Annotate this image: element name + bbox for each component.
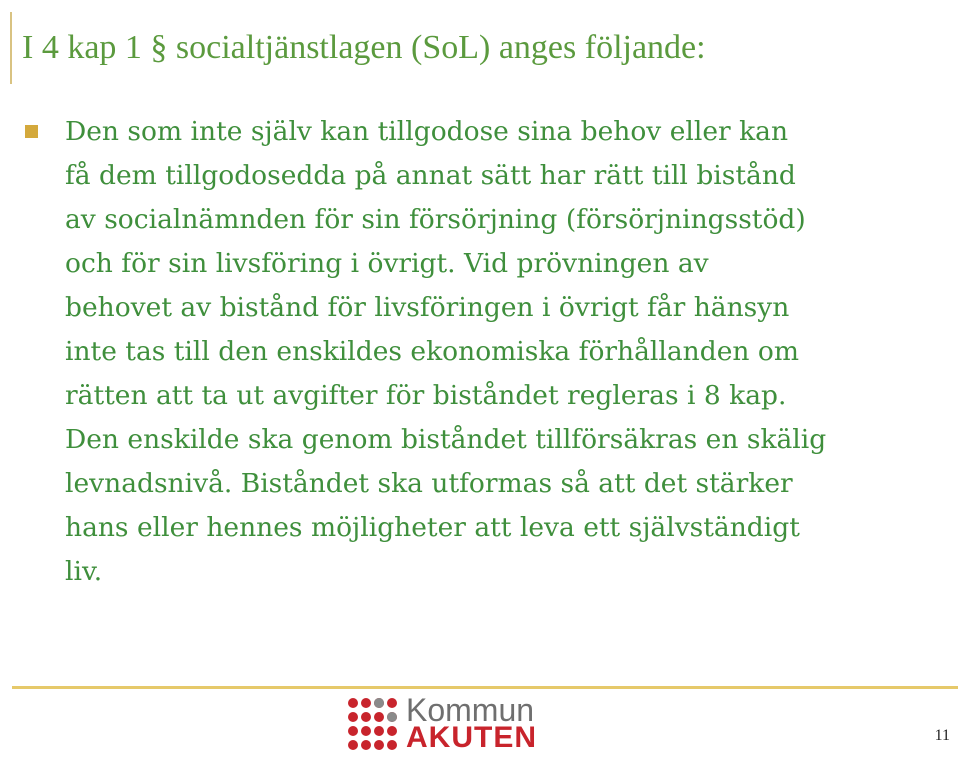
logo-dot-grid-icon xyxy=(346,697,402,753)
bullet-text xyxy=(65,110,955,594)
bullet-line: Den som inte själv kan tillgodose sina behov eller kan xyxy=(65,116,789,147)
square-bullet-icon xyxy=(25,125,38,138)
bullet-line: och för sin livsföring i övrigt. Vid prövningen av xyxy=(65,248,709,279)
page-number: 11 xyxy=(934,727,950,744)
bullet-line: få dem tillgodosedda på annat sätt har rätt till bistånd xyxy=(65,160,796,191)
logo-word-akuten: AKUTEN xyxy=(406,721,537,754)
footer-rule xyxy=(12,686,958,689)
bullet-line: av socialnämnden för sin försörjning (försörjningsstöd) xyxy=(65,204,806,235)
left-accent-rule xyxy=(10,12,12,84)
bullet-line: inte tas till den enskildes ekonomiska förhållanden om xyxy=(65,336,799,367)
bullet-line: behovet av bistånd för livsföringen i övrigt får hänsyn xyxy=(65,292,790,323)
slide-title: I 4 kap 1 § socialtjänstlagen (SoL) anges följande: xyxy=(22,29,706,66)
logo-word-kommun: Kommun xyxy=(406,692,535,728)
bullet-line: hans eller hennes möjligheter att leva ett självständigt xyxy=(65,512,800,543)
bullet-line: levnadsnivå. Biståndet ska utformas så att det stärker xyxy=(65,468,793,499)
bullet-line: liv. xyxy=(65,556,103,587)
bullet-line: rätten att ta ut avgifter för biståndet regleras i 8 kap. xyxy=(65,380,787,411)
kommunakuten-logo xyxy=(346,692,576,755)
bullet-line: Den enskilde ska genom biståndet tillförsäkras en skälig xyxy=(65,424,827,455)
